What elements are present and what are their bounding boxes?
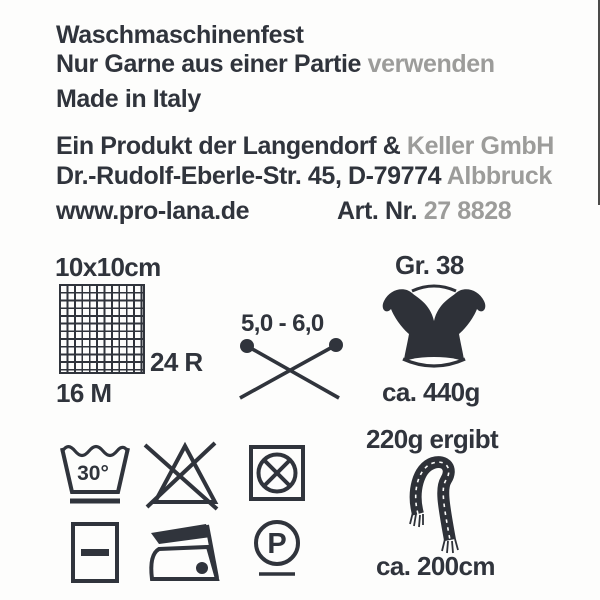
do-not-tumble-dry-icon: [248, 444, 306, 502]
garment-size-label: Gr. 38: [395, 250, 464, 280]
needle-size-label: 5,0 - 6,0: [241, 310, 324, 337]
dry-flat-icon: [71, 522, 119, 584]
label-text-line-manufacturer: [56, 132, 554, 161]
label-text-line-origin: [56, 85, 201, 114]
text-gray: Keller GmbH: [406, 132, 554, 160]
text-gray: Albbruck: [446, 162, 552, 190]
dry-clean-p-mild-icon: [250, 518, 304, 580]
text-dark: Waschmaschinenfest: [56, 21, 304, 49]
sweater-icon: [378, 279, 490, 375]
text-dark: Made in Italy: [56, 85, 201, 113]
article-number-label: Art. Nr.: [337, 197, 424, 225]
article-number-value: 27 8828: [423, 197, 512, 225]
scarf-yield-label: 220g ergibt: [366, 424, 499, 454]
text-dark: Dr.-Rudolf-Eberle-Str. 45, D-79774: [56, 162, 447, 190]
gauge-swatch-grid-icon: [59, 284, 145, 374]
crossed-knitting-needles-icon: [232, 332, 350, 406]
label-text-line-washable: [56, 21, 304, 50]
scarf-icon: [398, 450, 482, 558]
text-dark: Nur Garne aus einer Partie: [56, 50, 368, 78]
wash-temperature-text: 30°: [77, 462, 109, 485]
gauge-size-label: 10x10cm: [55, 252, 161, 282]
article-number: [337, 197, 511, 226]
text-gray: verwenden: [367, 50, 495, 78]
text-dark: Ein Produkt der Langendorf &: [56, 132, 407, 160]
garment-yarn-weight-label: ca. 440g: [382, 377, 480, 407]
gauge-rows-label: 24 R: [150, 347, 203, 377]
label-text-line-dyelot: [56, 50, 495, 79]
scarf-length-label: ca. 200cm: [376, 551, 495, 581]
dry-clean-letter-text: P: [267, 528, 287, 560]
machine-wash-30-mild-icon: [56, 440, 134, 506]
iron-one-dot-icon: [144, 516, 224, 584]
gauge-stitches-label: 16 M: [56, 378, 112, 408]
label-text-line-address: [56, 162, 552, 191]
website-text: www.pro-lana.de: [56, 197, 250, 225]
do-not-bleach-icon: [143, 438, 221, 512]
